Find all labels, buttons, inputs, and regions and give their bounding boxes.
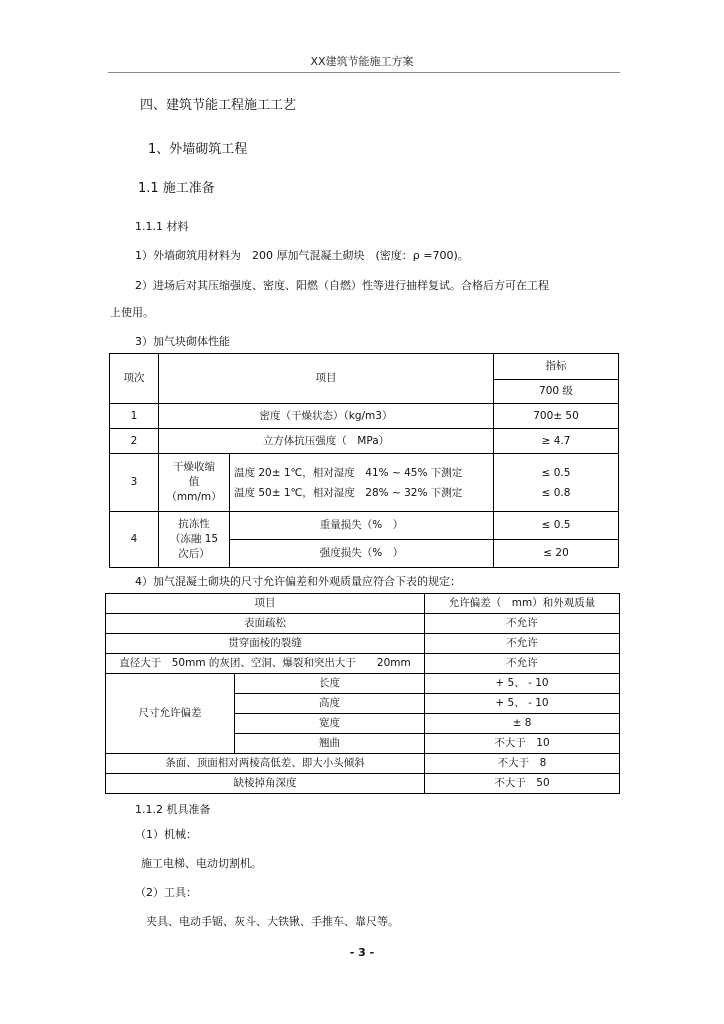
t2-header-item: 项目 [106,594,425,614]
section-heading: 四、建筑节能工程施工工艺 [140,98,297,113]
header-index: 指标 [494,354,619,380]
block-performance-table [109,353,619,568]
t2-header-allow: 允许偏差（ mm）和外观质量 [425,594,620,614]
t2-row-item: 直径大于 50mm 的灰团、空洞、爆裂和突出大于 20mm [106,654,425,674]
equipment-heading: 1.1.2 机具准备 [135,803,211,816]
header-item: 项目 [159,354,494,404]
t2-dim-name: 翘曲 [235,734,425,754]
t2-row-value: 不允许 [425,614,620,634]
header-rule [108,72,620,73]
t2-row-value: 不大于 8 [425,754,620,774]
running-header: XX建筑节能施工方案 [310,55,414,68]
paragraph-3: 3）加气块砌体性能 [135,335,230,348]
paragraph-1: 1）外墙砌筑用材料为 200 厚加气混凝土砌块 (密度：ρ =700)。 [135,249,469,262]
t2-row-item: 条面、顶面相对两棱高低差、即大小头倾斜 [106,754,425,774]
t2-dim-value: + 5、 - 10 [425,674,620,694]
page-number: - 3 - [349,946,375,959]
t2-row-item: 表面疏松 [106,614,425,634]
tools-label: （2）工具： [135,886,197,899]
machinery-label: （1）机械： [135,828,197,841]
t2-dim-name: 高度 [235,694,425,714]
t2-dim-name: 长度 [235,674,425,694]
t2-row-item: 缺棱掉角深度 [106,774,425,794]
paragraph-2-cont: 上使用。 [110,306,154,319]
materials-heading: 1.1.1 材料 [135,220,189,233]
paragraph-4: 4）加气混凝土砌块的尺寸允许偏差和外观质量应符合下表的规定： [135,575,461,588]
row4-strength-value: ≤ 20 [494,540,619,568]
row2-no: 2 [110,429,159,454]
t2-dim-label: 尺寸允许偏差 [106,674,235,754]
t2-row-item: 贯穿面棱的裂缝 [106,634,425,654]
row3-no: 3 [110,454,159,512]
t2-dim-value: 不大于 10 [425,734,620,754]
row4-weight-value: ≤ 0.5 [494,512,619,540]
row1-no: 1 [110,404,159,429]
t2-row-value: 不大于 50 [425,774,620,794]
t2-row-value: 不允许 [425,634,620,654]
machinery-list: 施工电梯、电动切割机。 [141,857,262,870]
t2-dim-value: ± 8 [425,714,620,734]
row1-value: 700± 50 [494,404,619,429]
row4-no: 4 [110,512,159,568]
subsection-heading: 1、外墙砌筑工程 [148,142,248,157]
t2-dim-value: + 5、 - 10 [425,694,620,714]
row4-label: 抗冻性 （冻融 15 次后） [159,512,230,568]
row3-conditions: 温度 20± 1℃，相对湿度 41% ~ 45% 下测定 温度 50± 1℃，相对湿度 28% ~ 32% 下测定 [230,454,494,512]
tolerance-table [105,593,620,794]
row2-item: 立方体抗压强度（ MPa） [159,429,494,454]
row4-weight-loss: 重量损失（% ） [230,512,494,540]
row4-strength-loss: 强度损失（% ） [230,540,494,568]
tools-list: 夹具、电动手锯、灰斗、大铁锹、手推车、靠尺等。 [146,915,399,928]
header-grade: 700 级 [494,380,619,404]
row3-values: ≤ 0.5 ≤ 0.8 [494,454,619,512]
row3-label: 干燥收缩 值 （mm/m） [159,454,230,512]
t2-dim-name: 宽度 [235,714,425,734]
row1-item: 密度（干燥状态）（kg/m3） [159,404,494,429]
subsubsection-heading: 1.1 施工准备 [138,181,215,196]
header-no: 项次 [110,354,159,404]
paragraph-2: 2）进场后对其压缩强度、密度、阳燃（自燃）性等进行抽样复试。合格后方可在工程 [135,279,549,292]
t2-row-value: 不允许 [425,654,620,674]
row2-value: ≥ 4.7 [494,429,619,454]
